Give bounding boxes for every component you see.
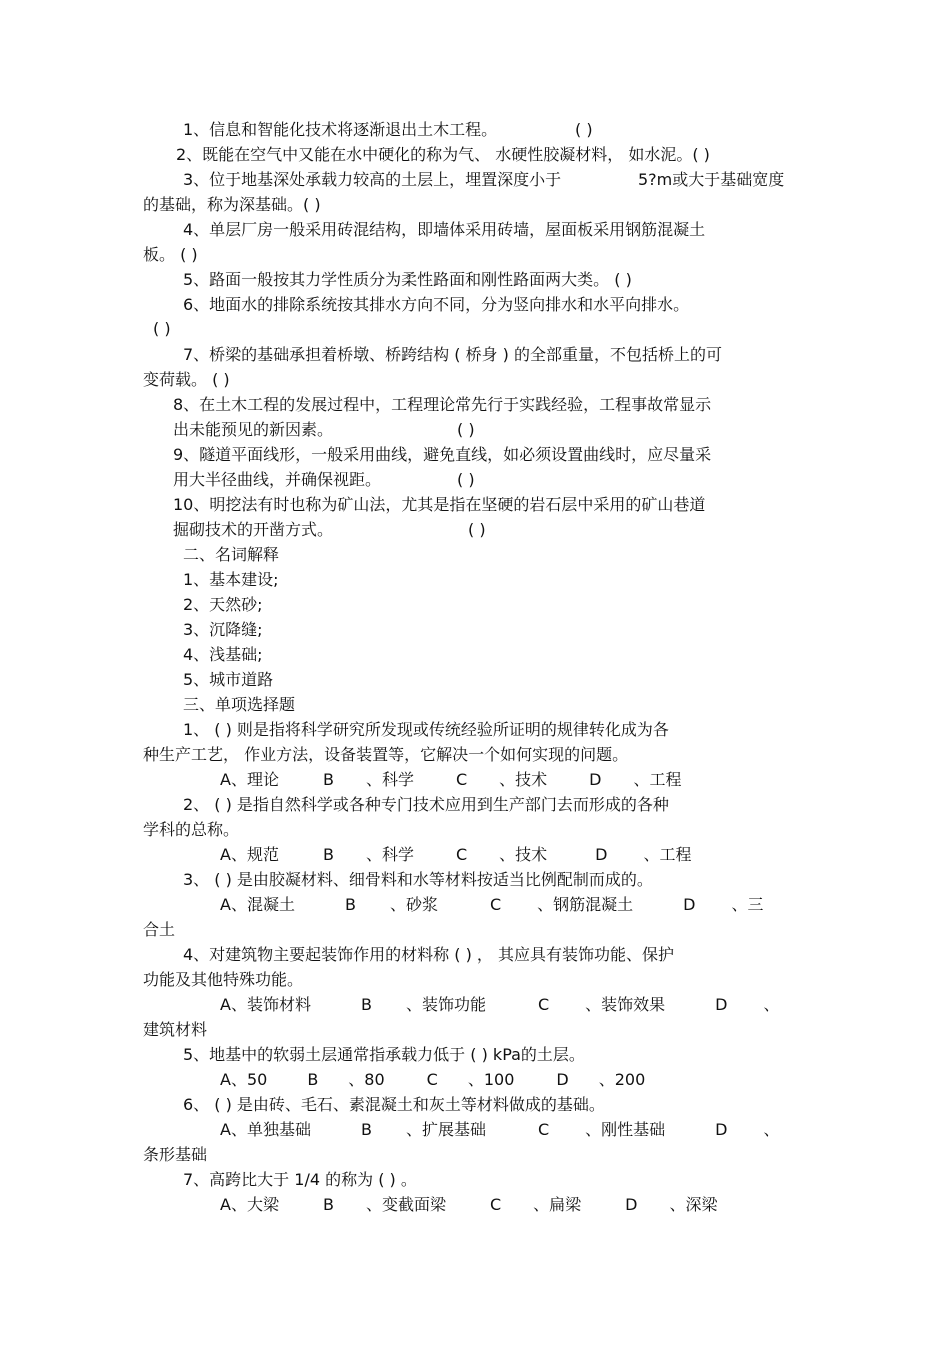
mc-question-2-line1: 2、 ( ) 是指自然科学或各种专门技术应用到生产部门去而形成的各种 [183,795,669,814]
answer-paren: ( ) [457,470,475,489]
section-heading-choice: 三、单项选择题 [183,695,296,714]
option-b-letter: B [322,845,334,864]
option-d: 、 [763,1120,780,1139]
tf-question-5: 5、路面一般按其力学性质分为柔性路面和刚性路面两大类。 ( ) [183,270,632,289]
option-c: 、装饰效果 [585,995,666,1014]
option-d-letter: D [625,1195,638,1214]
option-b: 、80 [348,1070,385,1089]
option-b: 、装饰功能 [405,995,486,1014]
option-d-letter: D [683,895,696,914]
mc-question-7: 7、高跨比大于 1/4 的称为 ( ) 。 [183,1170,417,1189]
option-c-letter: C [455,770,468,789]
option-b-letter: B [322,1195,334,1214]
option-b-letter: B [360,995,372,1014]
option-a: A、混凝土 [220,895,295,914]
option-d: 、200 [598,1070,646,1089]
mc-options-3 [220,895,763,915]
option-d-letter: D [589,770,602,789]
option-d-letter: D [595,845,608,864]
option-b: 、扩展基础 [405,1120,486,1139]
answer-paren: ( ) [457,420,475,439]
tf-question-1: 1、信息和智能化技术将逐渐退出土木工程。 [183,120,498,139]
mc-options-6-wrap: 条形基础 [143,1145,208,1164]
mc-options-7 [220,1195,717,1215]
option-c: 、技术 [499,845,548,864]
option-d: 、三 [731,895,764,914]
option-b: 、科学 [365,845,414,864]
option-b-letter: B [344,895,356,914]
option-c: 、技术 [499,770,548,789]
option-c: 、100 [467,1070,515,1089]
option-c: 、扁梁 [533,1195,582,1214]
term-item: 4、浅基础; [183,645,263,664]
option-a: A、理论 [220,770,279,789]
tf-question-4-line2: 板。 ( ) [143,245,198,264]
option-c: 、钢筋混凝土 [537,895,634,914]
option-c-letter: C [426,1070,438,1089]
section-heading-terms: 二、名词解释 [183,545,280,564]
tf-question-10-line1: 10、明挖法有时也称为矿山法，尤其是指在坚硬的岩石层中采用的矿山巷道 [173,495,706,514]
mc-question-4-line1: 4、对建筑物主要起装饰作用的材料称 ( ) ， 其应具有装饰功能、保护 [183,945,675,964]
tf-question-3-line1-end: 5?m或大于基础宽度 [638,170,785,189]
tf-question-3-line1: 3、位于地基深处承载力较高的土层上，埋置深度小于 [183,170,562,189]
option-a: A、装饰材料 [220,995,311,1014]
option-b-letter: B [307,1070,319,1089]
mc-options-1 [220,770,681,790]
tf-question-4-line1: 4、单层厂房一般采用砖混结构，即墙体采用砖墙，屋面板采用钢筋混凝土 [183,220,706,239]
option-c-letter: C [489,895,502,914]
tf-question-2: 2、既能在空气中又能在水中硬化的称为气、 水硬性胶凝材料， 如水泥。( ) [176,145,710,164]
tf-question-6-line2: ( ) [153,319,171,338]
mc-options-5 [220,1070,645,1090]
tf-question-8-line2: 出未能预见的新因素。 [173,420,334,439]
option-d-letter: D [715,995,728,1014]
option-b-letter: B [360,1120,372,1139]
term-item: 2、天然砂; [183,595,263,614]
mc-options-4 [220,995,779,1015]
tf-question-7-line2: 变荷载。 ( ) [143,370,230,389]
tf-question-10-line2: 掘砌技术的开凿方式。 [173,520,334,539]
mc-options-2 [220,845,691,865]
term-item: 1、基本建设; [183,570,279,589]
option-c-letter: C [489,1195,502,1214]
mc-question-3: 3、 ( ) 是由胶凝材料、细骨料和水等材料按适当比例配制而成的。 [183,870,653,889]
option-a: A、50 [220,1070,268,1089]
tf-question-7-line1: 7、桥梁的基础承担着桥墩、桥跨结构 ( 桥身 ) 的全部重量，不包括桥上的可 [183,345,723,364]
mc-question-4-line2: 功能及其他特殊功能。 [143,970,304,989]
option-b-letter: B [322,770,334,789]
option-a: A、大梁 [220,1195,279,1214]
mc-options-3-wrap: 合土 [143,920,176,939]
option-c-letter: C [537,995,550,1014]
option-b: 、变截面梁 [365,1195,446,1214]
mc-question-2-line2: 学科的总称。 [143,820,240,839]
option-c-letter: C [455,845,468,864]
option-c-letter: C [537,1120,550,1139]
mc-options-6 [220,1120,779,1140]
option-d-letter: D [556,1070,569,1089]
answer-paren: ( ) [468,520,486,539]
mc-options-4-wrap: 建筑材料 [143,1020,208,1039]
option-d: 、工程 [643,845,692,864]
option-d-letter: D [715,1120,728,1139]
tf-question-9-line2: 用大半径曲线，并确保视距。 [173,470,382,489]
option-c: 、刚性基础 [585,1120,666,1139]
tf-question-9-line1: 9、隧道平面线形，一般采用曲线，避免直线，如必须设置曲线时，应尽量采 [173,445,712,464]
tf-question-6-line1: 6、地面水的排除系统按其排水方向不同，分为竖向排水和水平向排水。 [183,295,690,314]
answer-paren: ( ) [575,120,593,139]
option-a: A、规范 [220,845,279,864]
mc-question-5: 5、地基中的软弱土层通常指承载力低于 ( ) kPa的土层。 [183,1045,585,1064]
option-b: 、科学 [365,770,414,789]
option-d: 、工程 [633,770,682,789]
option-d: 、 [763,995,780,1014]
term-item: 5、城市道路 [183,670,274,689]
mc-question-1-line2: 种生产工艺， 作业方法，设备装置等，它解决一个如何实现的问题。 [143,745,629,764]
mc-question-1-line1: 1、 ( ) 则是指将科学研究所发现或传统经验所证明的规律转化成为各 [183,720,669,739]
option-d: 、深梁 [669,1195,718,1214]
tf-question-8-line1: 8、在土木工程的发展过程中，工程理论常先行于实践经验，工程事故常显示 [173,395,712,414]
option-b: 、砂浆 [389,895,438,914]
option-a: A、单独基础 [220,1120,311,1139]
term-item: 3、沉降缝; [183,620,263,639]
mc-question-6: 6、 ( ) 是由砖、毛石、素混凝土和灰土等材料做成的基础。 [183,1095,605,1114]
tf-question-3-line2: 的基础，称为深基础。( ) [143,195,321,214]
